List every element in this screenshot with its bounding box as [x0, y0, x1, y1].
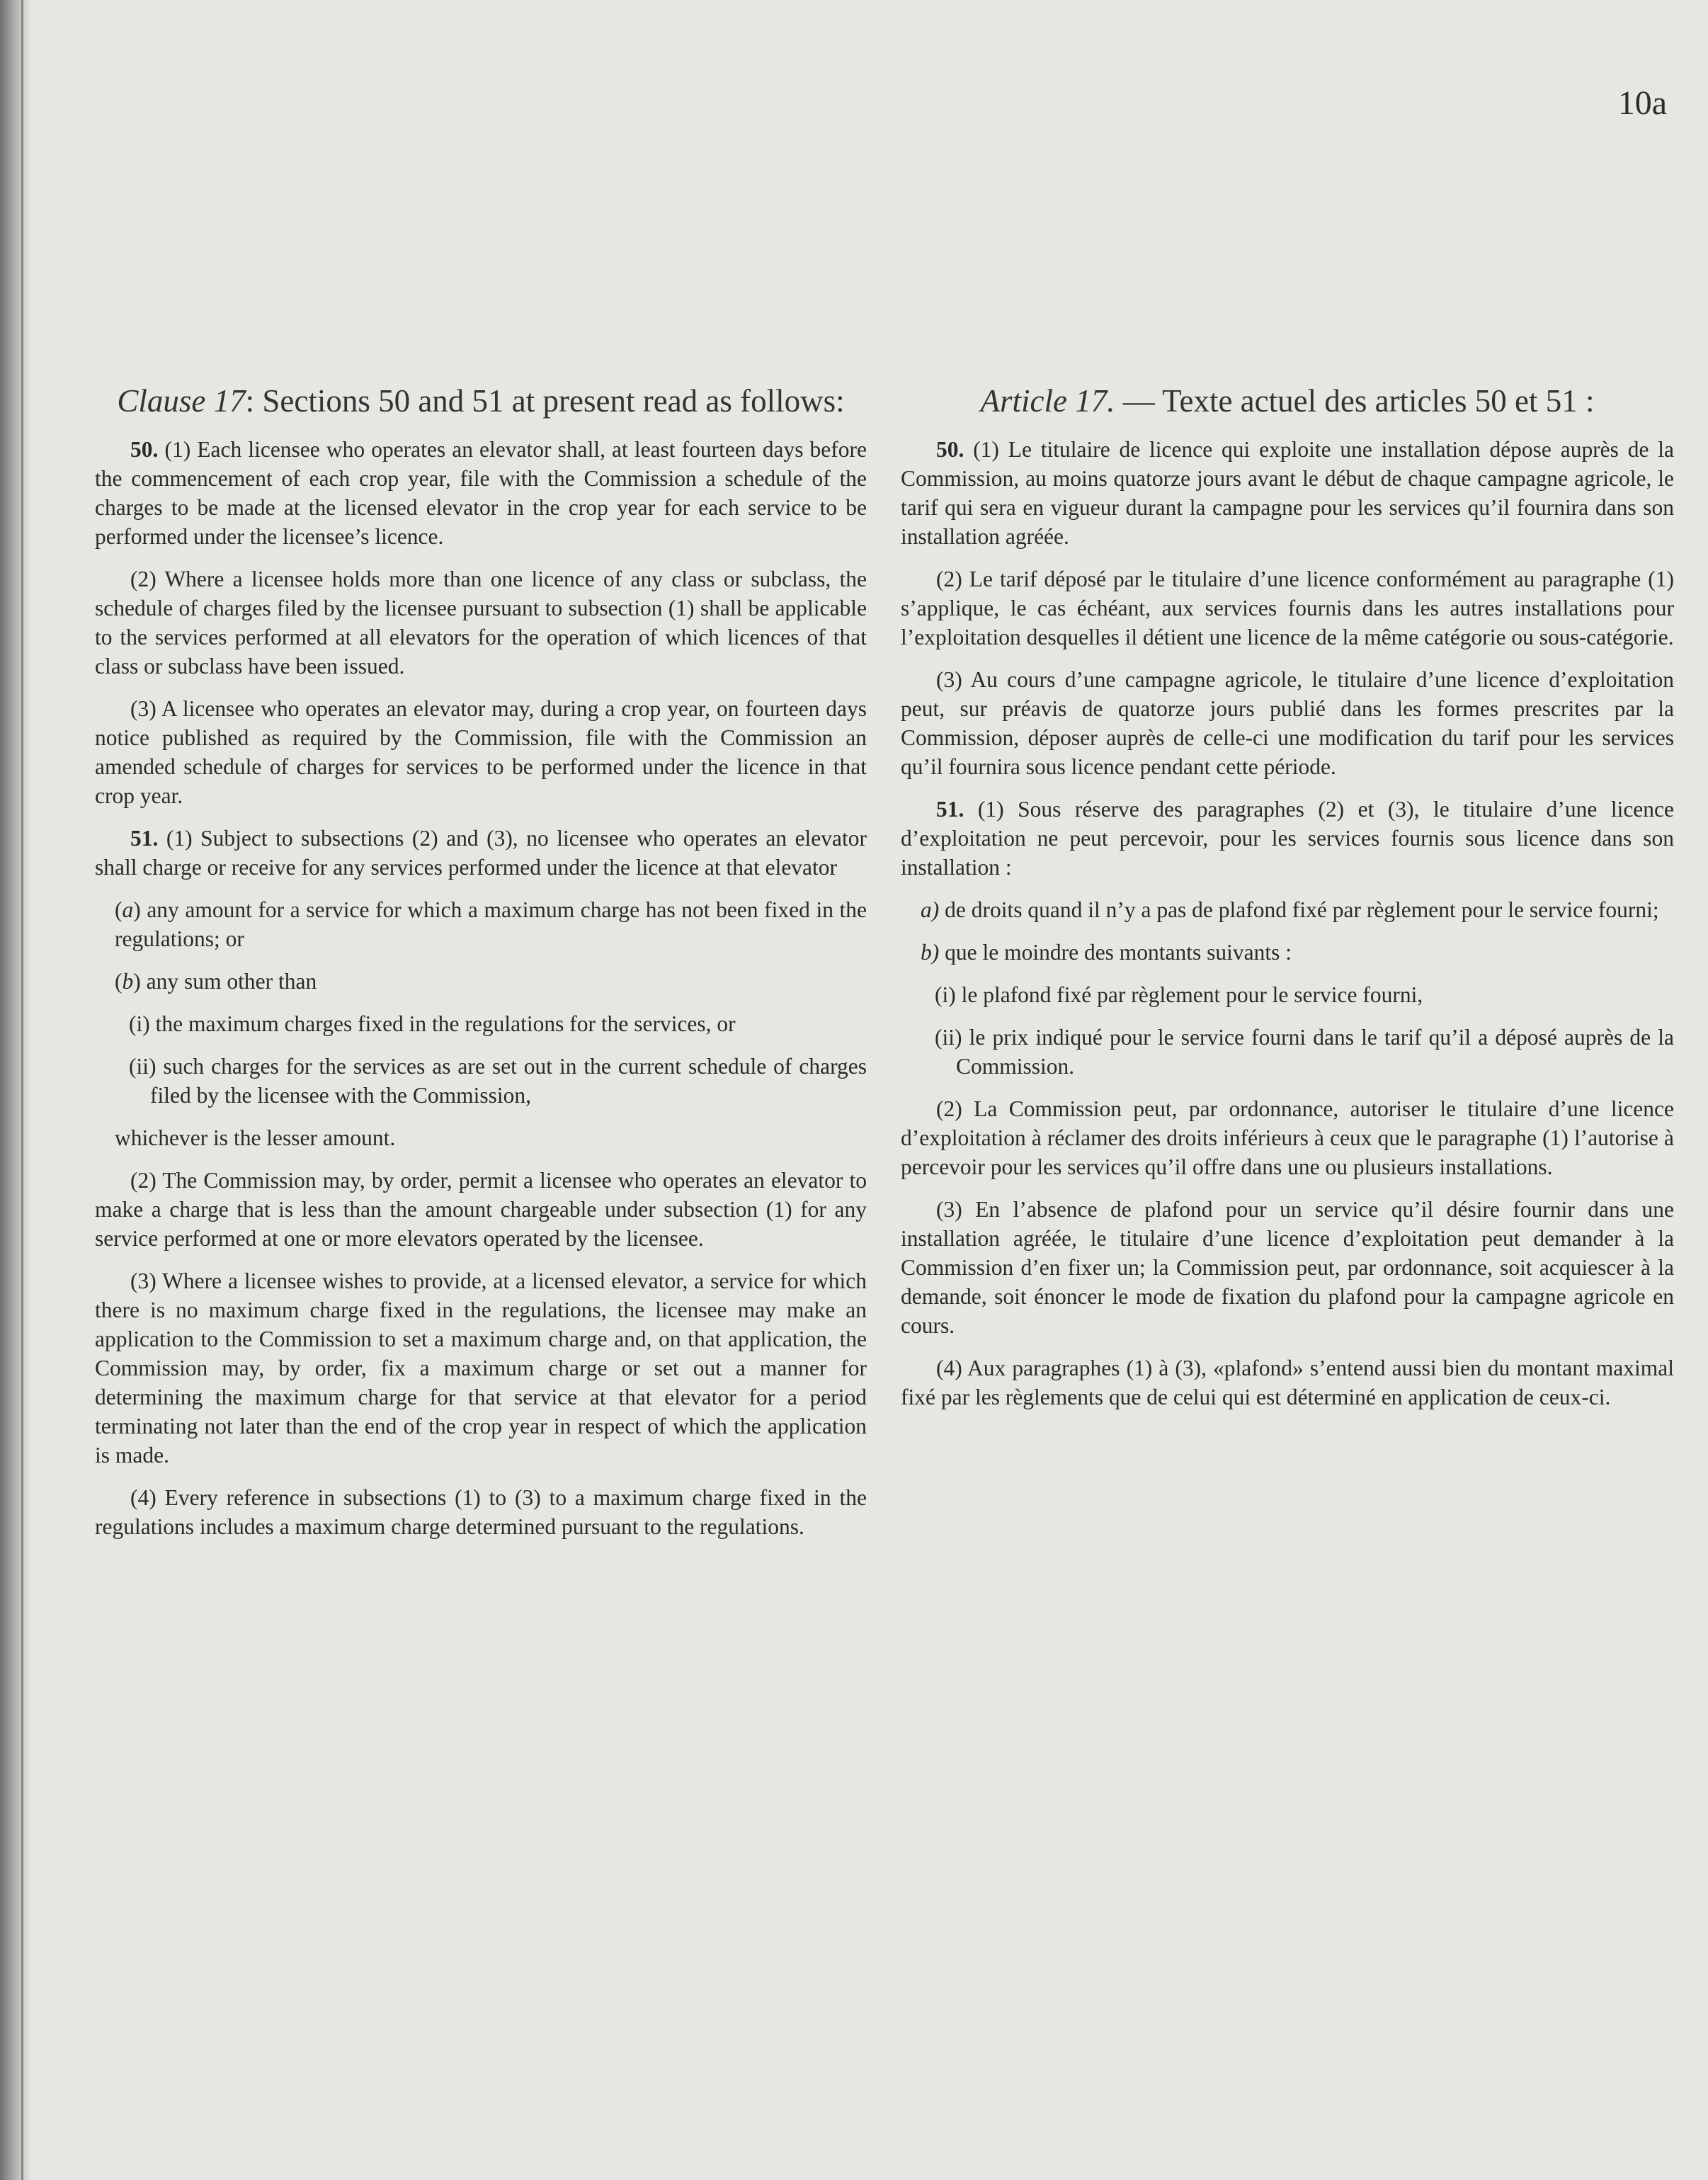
fr-section-51-4: (4) Aux paragraphes (1) à (3), «plafond» s’entend aussi bien du montant maximal fixé par les règlements que de celui qui est déterminé en application de ceux-ci.	[901, 1356, 1674, 1409]
en-section-51-2: (2) The Commission may, by order, permit a licensee who operates an elevator to make a charge that is less than the amount chargeable under subsection (1) for any service performed at one or more elevators operated by the licensee.	[95, 1168, 867, 1251]
fr-paragraph-b-text: que le moindre des montants suivants :	[945, 940, 1292, 965]
fr-section-50-1-text: (1) Le titulaire de licence qui exploite une installation dépose auprès de la Commission, au moins quatorze jours avant le début de chaque campagne agricole, le tarif qui sera en vigueur durant la campagne pour les services qu’il fournira dans son installation agréée.	[901, 437, 1675, 549]
fr-section-51-1	[901, 795, 1674, 882]
fr-section-51-paragraph-b	[921, 938, 1674, 967]
en-section-51-1	[95, 824, 867, 882]
fr-section-51-paragraph-a	[921, 895, 1674, 924]
en-section-51-number: 51.	[130, 826, 159, 851]
fr-section-50-1	[901, 435, 1674, 551]
fr-paragraph-a-text: de droits quand il n’y a pas de plafond fixé par règlement pour le service fourni;	[945, 897, 1659, 922]
fr-subparagraph-ii: (ii) le prix indiqué pour le service fourni dans le tarif qu’il a déposé auprès de la Commission.	[935, 1025, 1674, 1079]
french-column	[901, 382, 1674, 1425]
en-section-51-paragraph-b: (b) any sum other than	[115, 969, 317, 994]
en-paragraph-b-letter: b	[122, 969, 134, 994]
french-heading-text: — Texte actuel des articles 50 et 51 :	[1115, 383, 1595, 419]
english-column	[95, 382, 867, 1555]
english-heading	[95, 382, 867, 419]
english-heading-clause: Clause 17	[117, 383, 246, 419]
french-heading-article: Article 17.	[980, 383, 1115, 419]
en-paragraph-b-text: any sum other than	[146, 969, 317, 994]
fr-section-51-1-text: (1) Sous réserve des paragraphes (2) et (3), le titulaire d’une licence d’exploitation ne peut percevoir, pour les services fournis sous licence dans son installation :	[901, 797, 1674, 880]
en-section-51-3: (3) Where a licensee wishes to provide, at a licensed elevator, a service for which there is no maximum charge fixed in the regulations, the licensee may make an application to the Commission to set a maximum charge and, on that application, the Commission may, by order, fix a maximum charge or set out a manner for determining the maximum charge for that service at that elevator for a period terminating not later than the end of the crop year in respect of which the application is made.	[95, 1268, 867, 1467]
en-paragraph-a-letter: a	[122, 897, 134, 922]
english-heading-text: : Sections 50 and 51 at present read as follows:	[245, 383, 845, 419]
en-section-51-paragraph-a: (a) any amount for a service for which a maximum charge has not been fixed in the regulations; or	[115, 897, 867, 951]
fr-section-50-2: (2) Le tarif déposé par le titulaire d’une licence conformément au paragraphe (1) s’applique, le cas échéant, aux services fournis dans les autres installations pour l’exploitation desquelles il détient une licence de la même catégorie ou sous-catégorie.	[901, 567, 1674, 649]
fr-section-50-3: (3) Au cours d’une campagne agricole, le titulaire d’une licence d’exploitation peut, sur préavis de quatorze jours publié dans les formes prescrites par la Commission, déposer auprès de celle-ci une modification du tarif pour les services qu’il fournira sous licence pendant cette période.	[901, 667, 1674, 779]
en-section-50-2: (2) Where a licensee holds more than one licence of any class or subclass, the schedule of charges filed by the licensee pursuant to subsection (1) shall be applicable to the services performed at all elevators for the operation of which licences of that class or subclass have been issued.	[95, 567, 867, 679]
en-paragraph-a-text: any amount for a service for which a maximum charge has not been fixed in the regulations; or	[115, 897, 867, 951]
en-section-51-4: (4) Every reference in subsections (1) to (3) to a maximum charge fixed in the regulations includes a maximum charge determined pursuant to the regulations.	[95, 1485, 867, 1539]
en-section-50-number: 50.	[130, 437, 159, 462]
french-heading	[901, 382, 1674, 419]
fr-paragraph-b-letter: b)	[921, 940, 940, 965]
en-subparagraph-i: (i) the maximum charges fixed in the regulations for the services, or	[129, 1011, 736, 1036]
fr-section-50-number: 50.	[936, 437, 964, 462]
fr-subparagraph-i: (i) le plafond fixé par règlement pour le service fourni,	[935, 982, 1423, 1007]
book-binding-edge	[0, 0, 30, 2180]
en-lesser-amount: whichever is the lesser amount.	[115, 1125, 396, 1150]
page-number: 10a	[1617, 84, 1667, 122]
en-section-50-1	[95, 435, 867, 551]
fr-section-51-number: 51.	[936, 797, 964, 822]
fr-section-51-2: (2) La Commission peut, par ordonnance, autoriser le titulaire d’une licence d’exploitation à réclamer des droits inférieurs à ceux que le paragraphe (1) l’autorise à percevoir pour les services qu’il offre dans une ou plusieurs installations.	[901, 1096, 1674, 1179]
en-section-50-3: (3) A licensee who operates an elevator may, during a crop year, on fourteen days notice published as required by the Commission, file with the Commission an amended schedule of charges for services to be performed under the licence in that crop year.	[95, 696, 867, 808]
en-section-50-1-text: (1) Each licensee who operates an elevator shall, at least fourteen days before the commencement of each crop year, file with the Commission a schedule of the charges to be made at the licensed elevator in the crop year for each service to be performed under the licensee’s licence.	[95, 437, 867, 549]
fr-paragraph-a-letter: a)	[921, 897, 940, 922]
en-section-51-1-text: (1) Subject to subsections (2) and (3), no licensee who operates an elevator shall charge or receive for any services performed under the licence at that elevator	[95, 826, 867, 880]
fr-section-51-3: (3) En l’absence de plafond pour un service qu’il désire fournir dans une installation agréée, le titulaire d’une licence d’exploitation peut demander à la Commission d’en fixer un; la Commission peut, par ordonnance, soit acquiescer à la demande, soit énoncer le mode de fixation du plafond pour la campagne agricole en cours.	[901, 1197, 1674, 1338]
en-subparagraph-ii: (ii) such charges for the services as are set out in the current schedule of charges filed by the licensee with the Commission,	[129, 1054, 867, 1108]
